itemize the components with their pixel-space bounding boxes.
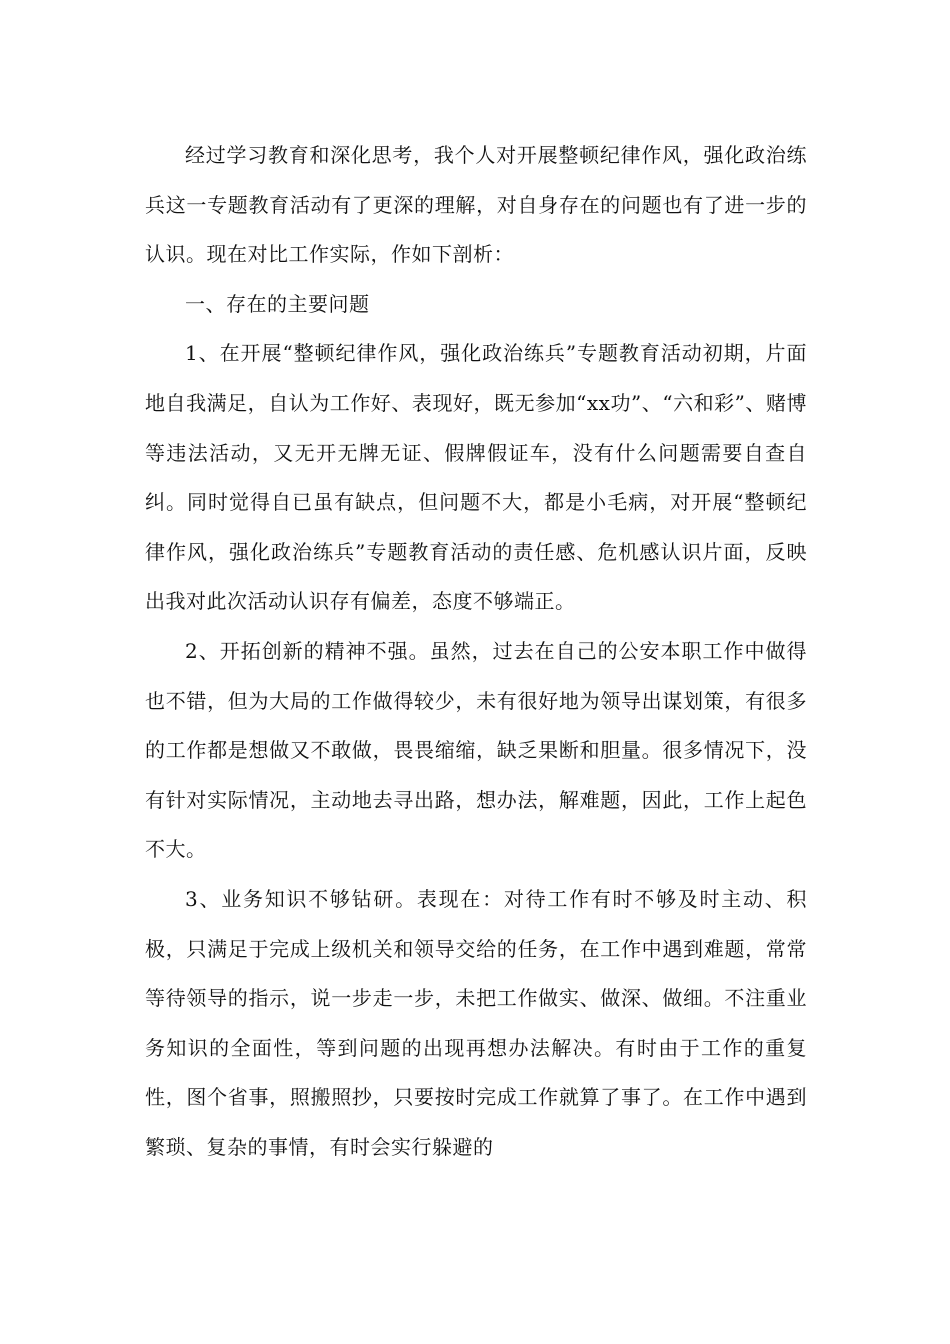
intro-paragraph: 经过学习教育和深化思考，我个人对开展整顿纪律作风，强化政治练兵这一专题教育活动有了更深的理解，对自身存在的问题也有了进一步的认识。现在对比工作实际，作如下剖析： bbox=[145, 143, 807, 267]
problem-paragraph-2: 2、开拓创新的精神不强。虽然，过去在自己的公安本职工作中做得也不错，但为大局的工作做得较少，未有很好地为领导出谋划策，有很多的工作都是想做又不敢做，畏畏缩缩，缺乏果断和胆量。很多情况下，没有针对实际情况，主动地去寻出路，想办法，解难题，因此，工作上起色不大。 bbox=[145, 638, 807, 862]
document-body bbox=[145, 131, 807, 1172]
problem-paragraph-3: 3、业务知识不够钻研。表现在：对待工作有时不够及时主动、积极，只满足于完成上级机关和领导交给的任务，在工作中遇到难题，常常等待领导的指示，说一步走一步，未把工作做实、做深、做细。不注重业务知识的全面性，等到问题的出现再想办法解决。有时由于工作的重复性，图个省事，照搬照抄，只要按时完成工作就算了事了。在工作中遇到繁琐、复杂的事情，有时会实行躲避的 bbox=[145, 886, 807, 1159]
problem-paragraph-1: 1、在开展“整顿纪律作风，强化政治练兵”专题教育活动初期，片面地自我满足，自认为工作好、表现好，既无参加“xx功”、“六和彩”、赌博等违法活动，又无开无牌无证、假牌假证车，没有什么问题需要自查自纠。同时觉得自已虽有缺点，但问题不大，都是小毛病，对开展“整顿纪律作风，强化政治练兵”专题教育活动的责任感、危机感认识片面，反映出我对此次活动认识存有偏差，态度不够端正。 bbox=[145, 341, 807, 614]
section-heading-main-problems: 一、存在的主要问题 bbox=[185, 291, 370, 316]
